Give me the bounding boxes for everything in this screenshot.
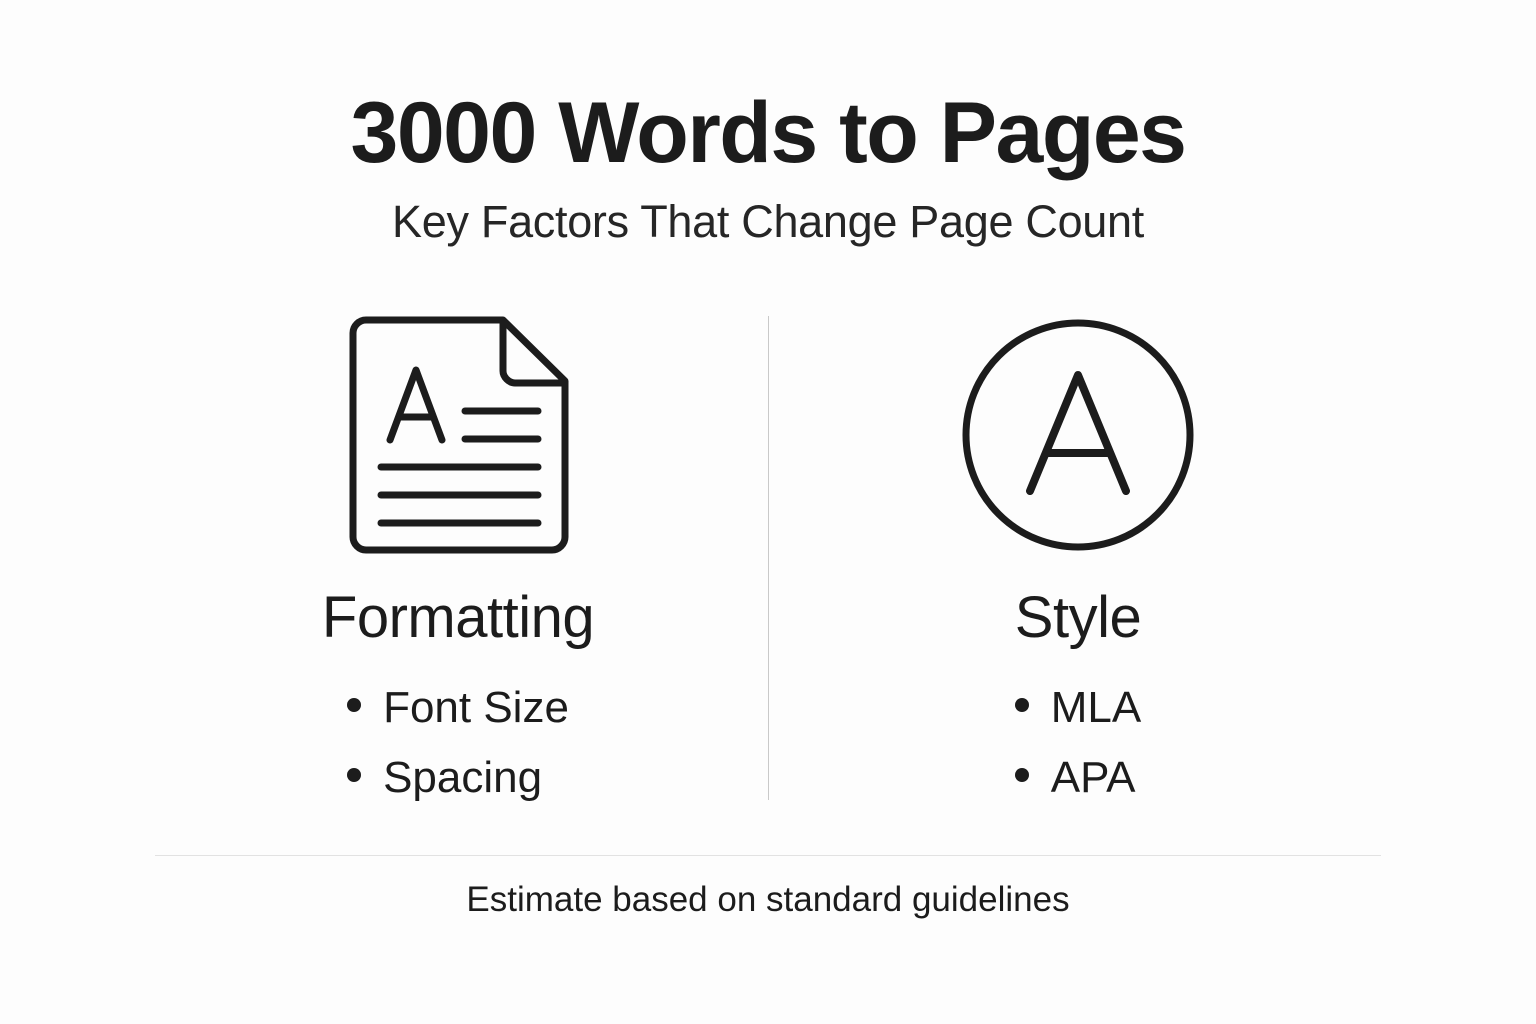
list-item [1015, 673, 1141, 743]
column-title-formatting: Formatting [321, 585, 595, 651]
column-style [768, 310, 1388, 812]
footer-divider [155, 855, 1381, 856]
factors-columns [148, 310, 1388, 812]
list-item-label: Spacing [383, 752, 543, 802]
list-item-label: Font Size [383, 683, 569, 733]
bullet-list-formatting [347, 673, 569, 812]
document-with-letter-a-icon [333, 310, 583, 560]
list-item [1015, 743, 1141, 813]
list-item [347, 743, 569, 813]
column-formatting [148, 310, 768, 812]
bullet-dot-icon [347, 768, 361, 782]
list-item-label: MLA [1050, 683, 1142, 733]
footnote-text: Estimate based on standard guidelines [466, 880, 1070, 919]
page-title: 3000 Words to Pages [350, 85, 1186, 181]
bullet-dot-icon [347, 698, 361, 712]
bullet-list-style [1015, 673, 1141, 812]
bullet-dot-icon [1015, 768, 1029, 782]
list-item-label: APA [1050, 752, 1136, 802]
list-item [347, 673, 569, 743]
column-divider [768, 316, 769, 800]
page-subtitle: Key Factors That Change Page Count [392, 196, 1144, 248]
column-title-style: Style [1014, 585, 1142, 651]
circled-letter-a-icon [958, 310, 1198, 560]
bullet-dot-icon [1015, 698, 1029, 712]
